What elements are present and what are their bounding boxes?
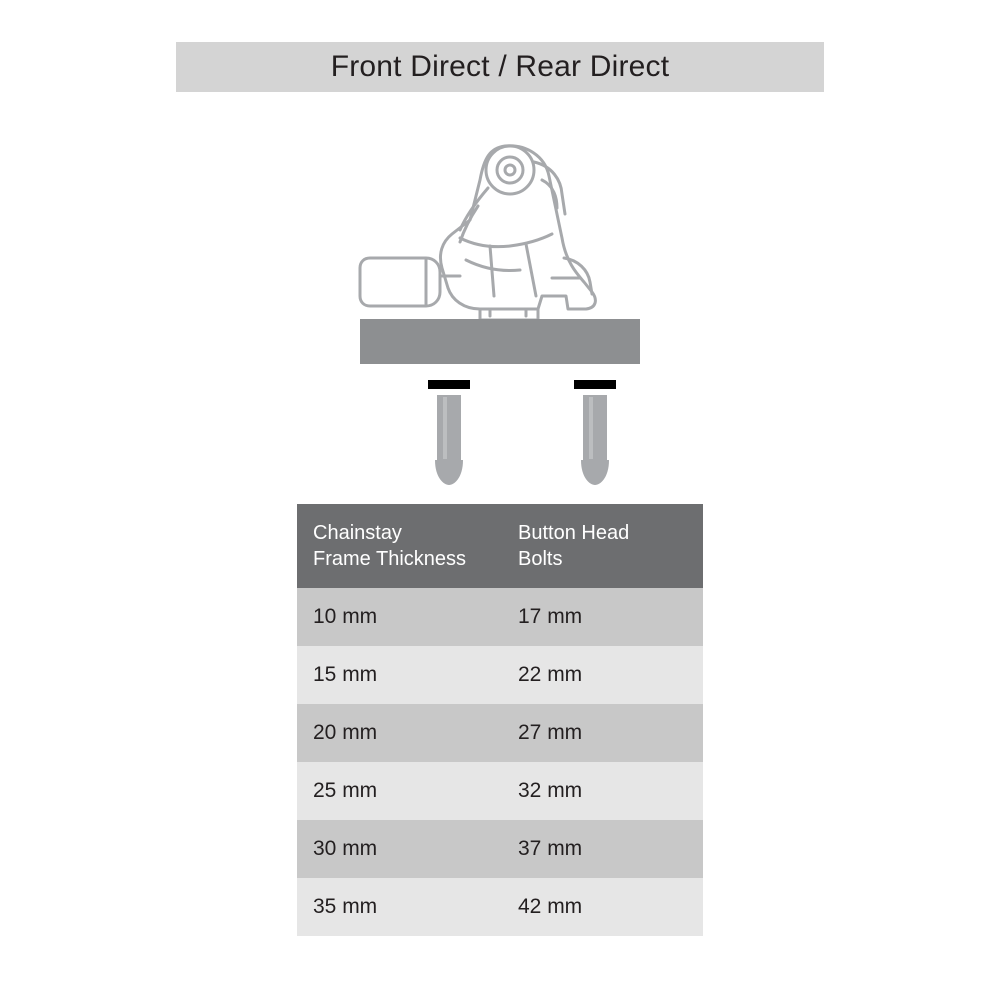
cell-frame-thickness: 25 mm: [297, 762, 502, 820]
table-row: [297, 646, 703, 704]
washer-left: [428, 380, 470, 389]
cell-bolt-length: 42 mm: [502, 878, 703, 936]
table-row: [297, 704, 703, 762]
table-row: [297, 878, 703, 936]
washer-right: [574, 380, 616, 389]
cell-frame-thickness: 15 mm: [297, 646, 502, 704]
bolt-length-table: [297, 504, 703, 936]
table-row: [297, 588, 703, 646]
cell-frame-thickness: 10 mm: [297, 588, 502, 646]
caliper-mount-illustration: [330, 110, 670, 495]
cell-frame-thickness: 20 mm: [297, 704, 502, 762]
column-header-line-2: Bolts: [518, 548, 563, 570]
brake-caliper-outline: [360, 146, 595, 320]
cell-bolt-length: 17 mm: [502, 588, 703, 646]
cell-frame-thickness: 30 mm: [297, 820, 502, 878]
page-title: Front Direct / Rear Direct: [330, 50, 670, 83]
cell-bolt-length: 22 mm: [502, 646, 703, 704]
cell-bolt-length: 32 mm: [502, 762, 703, 820]
table-row: [297, 820, 703, 878]
cell-bolt-length: 27 mm: [502, 704, 703, 762]
table-row: [297, 762, 703, 820]
chainstay-frame-block: [360, 319, 640, 364]
column-header-button-head-bolts: [502, 504, 703, 588]
cell-bolt-length: 37 mm: [502, 820, 703, 878]
button-head-bolt-right: [581, 395, 609, 485]
page-title-bar: [176, 42, 824, 92]
column-header-chainstay-frame-thickness: [297, 504, 502, 588]
button-head-bolt-left: [435, 395, 463, 485]
column-header-line-1: Button Head: [518, 522, 630, 544]
column-header-line-1: Chainstay: [313, 522, 402, 544]
column-header-line-2: Frame Thickness: [313, 548, 467, 570]
cell-frame-thickness: 35 mm: [297, 878, 502, 936]
table-header-row: [297, 504, 703, 588]
